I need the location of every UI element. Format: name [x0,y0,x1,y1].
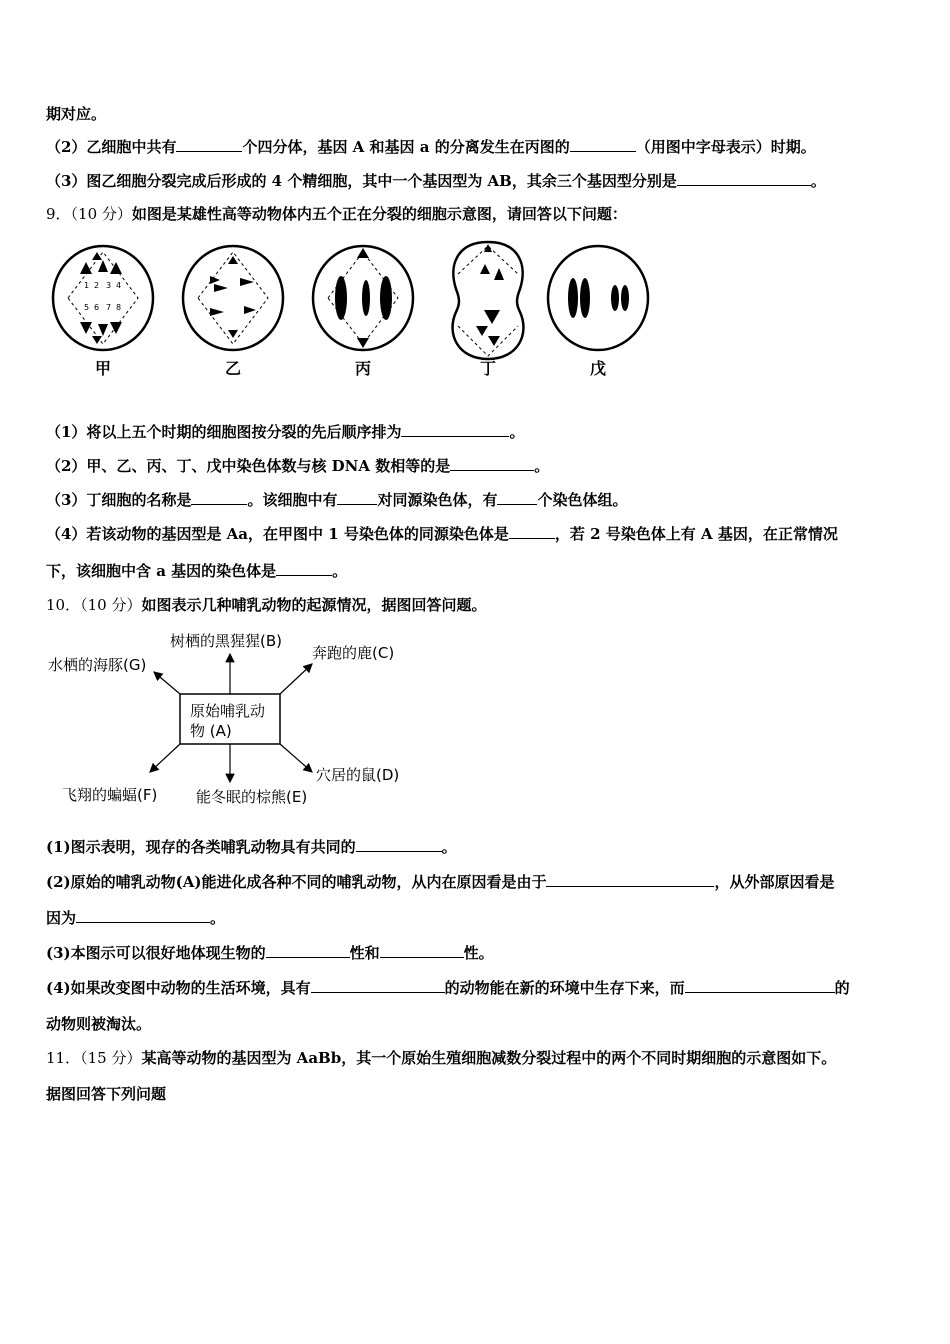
answer-blank[interactable] [497,489,537,505]
q9-sub4: （4）若该动物的基因型是 Aa，在甲图中 1 号染色体的同源染色体是 ，若 2 号染色体上有 A 基因，在正常情况 [46,525,838,543]
cell-wu [548,246,648,350]
answer-blank[interactable] [546,871,714,887]
mammal-origin-diagram [46,626,426,812]
answer-blank[interactable] [570,136,636,152]
answer-blank[interactable] [380,942,464,958]
chrom-label: 1 [84,281,90,290]
q8-tail: 期对应。 [46,105,107,123]
chrom-label: 6 [94,303,100,312]
node-b: 树栖的黑猩猩(B) [170,632,282,650]
answer-blank[interactable] [401,421,509,437]
q9-sub2: （2）甲、乙、丙、丁、戊中染色体数与核 DNA 数相等的是 。 [46,457,550,475]
q10-sub2-cont: 因为 。 [46,909,226,927]
q9-sub3: （3）丁细胞的名称是 。该细胞中有 对同源染色体，有 个染色体组。 [46,491,628,509]
node-f: 飞翔的蝙蝠(F) [62,786,158,804]
cell-label-jia: 甲 [94,359,112,378]
node-d: 穴居的鼠(D) [316,766,400,784]
q8-sub3: （3）图乙细胞分裂完成后形成的 4 个精细胞，其中一个基因型为 AB，其余三个基因型分别是 。 [46,172,826,190]
cell-label-bing: 丙 [354,359,372,378]
q10-sub4-cont: 动物则被淘汰。 [46,1015,152,1033]
chrom-label: 2 [94,281,100,290]
answer-blank[interactable] [276,560,332,576]
cell-division-figure [48,234,658,384]
answer-blank[interactable] [311,977,445,993]
origin-label-line1: 原始哺乳动 [190,702,266,720]
q11-stem-cont: 据图回答下列问题 [46,1085,167,1103]
answer-blank[interactable] [509,523,555,539]
answer-blank[interactable] [337,489,377,505]
q10-sub3: (3)本图示可以很好地体现生物的 性和 性。 [46,944,494,962]
q9-sub4-cont: 下，该细胞中含 a 基因的染色体是 。 [46,562,348,580]
chrom-label: 5 [84,303,90,312]
answer-blank[interactable] [356,836,442,852]
q10-sub2: (2)原始的哺乳动物(A)能进化成各种不同的哺乳动物，从内在原因看是由于 ，从外部原因看是 [46,873,835,891]
q11-stem: 11．（15 分）某高等动物的基因型为 AaBb，其一个原始生殖细胞减数分裂过程中的两个不同时期细胞的示意图如下。 [46,1049,837,1067]
node-e: 能冬眠的棕熊(E) [196,788,308,806]
chrom-label: 7 [106,303,112,312]
chrom-label: 4 [116,281,122,290]
node-g: 水栖的海豚(G) [48,656,147,674]
q8-sub2: （2）乙细胞中共有 个四分体，基因 A 和基因 a 的分离发生在丙图的 （用图中字母表示）时期。 [46,138,816,156]
answer-blank[interactable] [677,170,811,186]
node-c: 奔跑的鹿(C) [312,644,395,662]
q9-stem: 9．（10 分）如图是某雄性高等动物体内五个正在分裂的细胞示意图，请回答以下问题： [46,205,627,223]
answer-blank[interactable] [685,977,835,993]
q10-sub4: (4)如果改变图中动物的生活环境，具有 的动物能在新的环境中生存下来，而 的 [46,979,850,997]
cell-label-ding: 丁 [479,359,497,378]
answer-blank[interactable] [176,136,242,152]
answer-blank[interactable] [191,489,247,505]
cell-label-yi: 乙 [224,359,242,378]
chrom-label: 8 [116,303,122,312]
answer-blank[interactable] [266,942,350,958]
answer-blank[interactable] [450,455,534,471]
chrom-label: 3 [106,281,112,290]
q10-sub1: (1)图示表明，现存的各类哺乳动物具有共同的 。 [46,838,457,856]
q9-sub1: （1）将以上五个时期的细胞图按分裂的先后顺序排为 。 [46,423,525,441]
origin-label-line2: 物 (A) [190,722,232,740]
answer-blank[interactable] [76,907,210,923]
cell-ding [453,242,524,359]
q10-stem: 10．（10 分）如图表示几种哺乳动物的起源情况，据图回答问题。 [46,596,487,614]
cell-label-wu: 戊 [589,359,607,378]
